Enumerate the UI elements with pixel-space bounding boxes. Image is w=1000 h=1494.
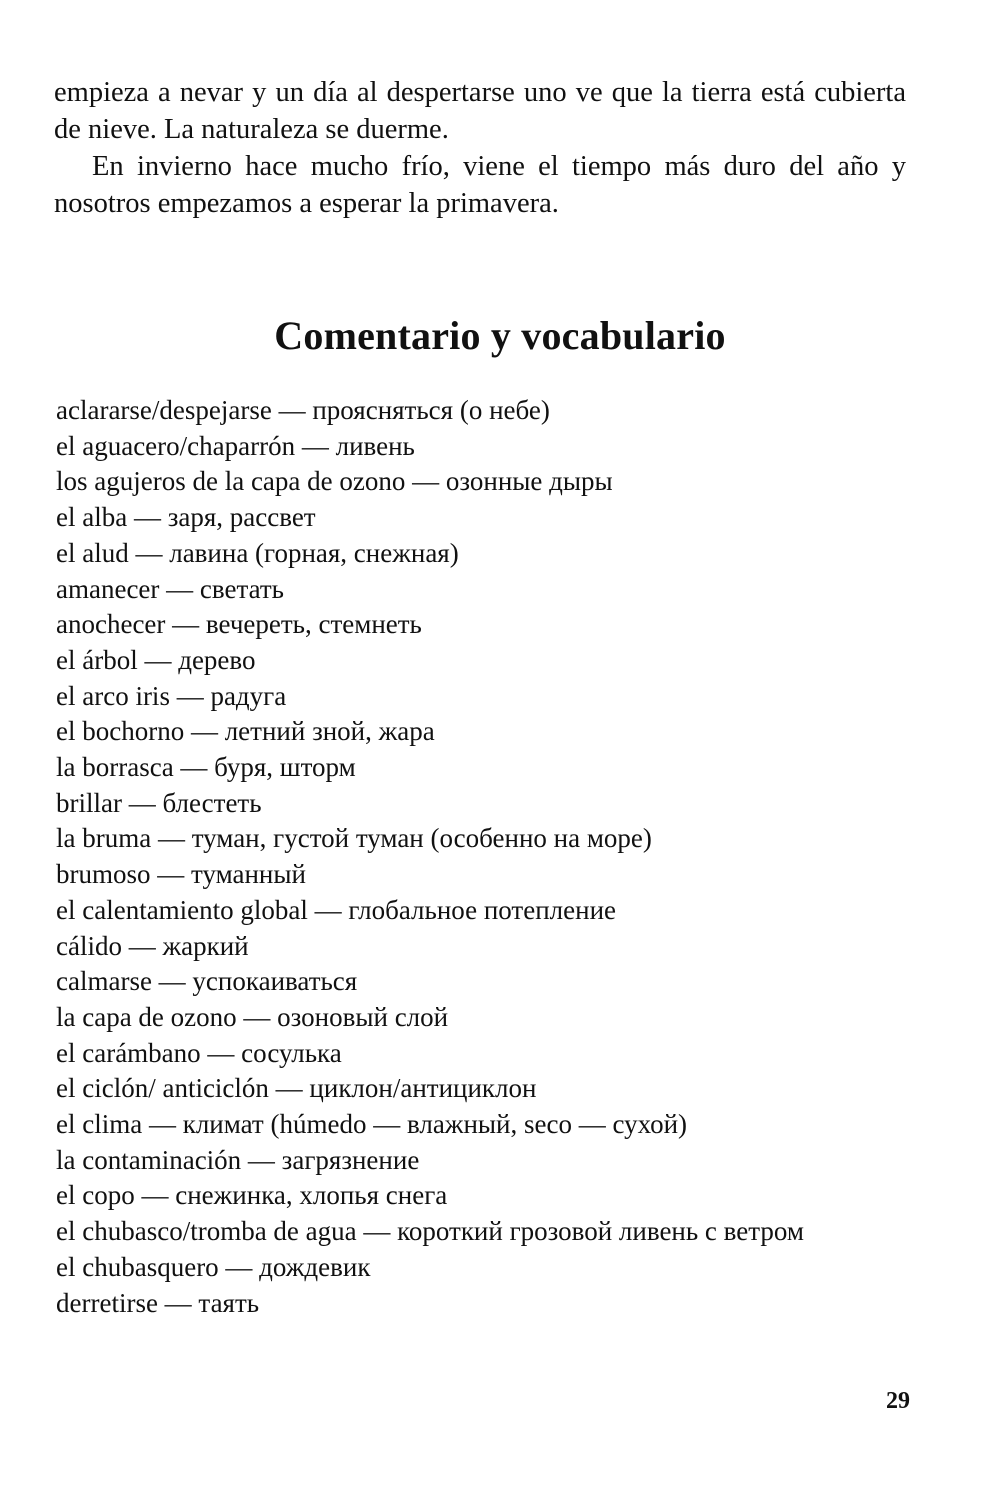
intro-paragraph-1: empieza a nevar y un día al despertarse uno ve que la tierra está cubierta de nieve. La naturaleza se duerme. — [54, 77, 906, 145]
vocab-entry: calmarse — успокаиваться — [56, 966, 358, 997]
vocab-entry: la capa de ozono — озоновый слой — [56, 1001, 449, 1032]
vocab-entry: amanecer — светать — [56, 573, 284, 604]
vocab-entry: la borrasca — буря, шторм — [56, 752, 356, 783]
intro-paragraph-2: En invierno hace mucho frío, viene el tiempo más duro del año y nosotros empezamos a esperar la primavera. — [54, 151, 906, 219]
vocab-entry: el alba — заря, рассвет — [56, 502, 316, 533]
vocab-entry: la bruma — туман, густой туман (особенно на море) — [56, 823, 652, 854]
vocab-entry: el bochorno — летний зной, жара — [56, 716, 435, 747]
vocab-entry: derretirse — таять — [56, 1287, 260, 1318]
vocab-entry: el copo — снежинка, хлопья снега — [56, 1180, 448, 1211]
vocab-entry: el ciclón/ anticiclón — циклон/антициклон — [56, 1073, 537, 1104]
page-number: 29 — [886, 1388, 910, 1414]
vocab-entry: el carámbano — сосулька — [56, 1037, 342, 1068]
vocab-entry: el calentamiento global — глобальное потепление — [56, 894, 616, 925]
vocab-entry: el alud — лавина (горная, снежная) — [56, 537, 459, 568]
vocab-entry: el arco iris — радуга — [56, 680, 287, 711]
vocab-entry: aclararse/despejarse — проясняться (о небе) — [56, 395, 550, 425]
vocab-entry: anochecer — вечереть, стемнеть — [56, 609, 422, 640]
vocab-entry: el chubasquero — дождевик — [56, 1251, 371, 1282]
vocab-entry: cálido — жаркий — [56, 930, 249, 961]
vocabulary-list — [56, 393, 916, 1321]
vocab-entry: el aguacero/chaparrón — ливень — [56, 430, 415, 461]
vocab-entry: brumoso — туманный — [56, 859, 306, 890]
intro-text — [54, 74, 906, 222]
vocab-entry: brillar — блестеть — [56, 787, 262, 818]
vocab-entry: la contaminación — загрязнение — [56, 1144, 420, 1175]
vocab-entry: el clima — климат (húmedo — влажный, seco — сухой) — [56, 1109, 688, 1140]
section-title: Comentario y vocabulario — [274, 313, 726, 358]
vocab-entry: el chubasco/tromba de agua — короткий грозовой ливень с ветром — [56, 1216, 804, 1247]
vocab-entry: los agujeros de la capa de ozono — озонные дыры — [56, 466, 613, 497]
vocab-entry: el árbol — дерево — [56, 644, 256, 675]
